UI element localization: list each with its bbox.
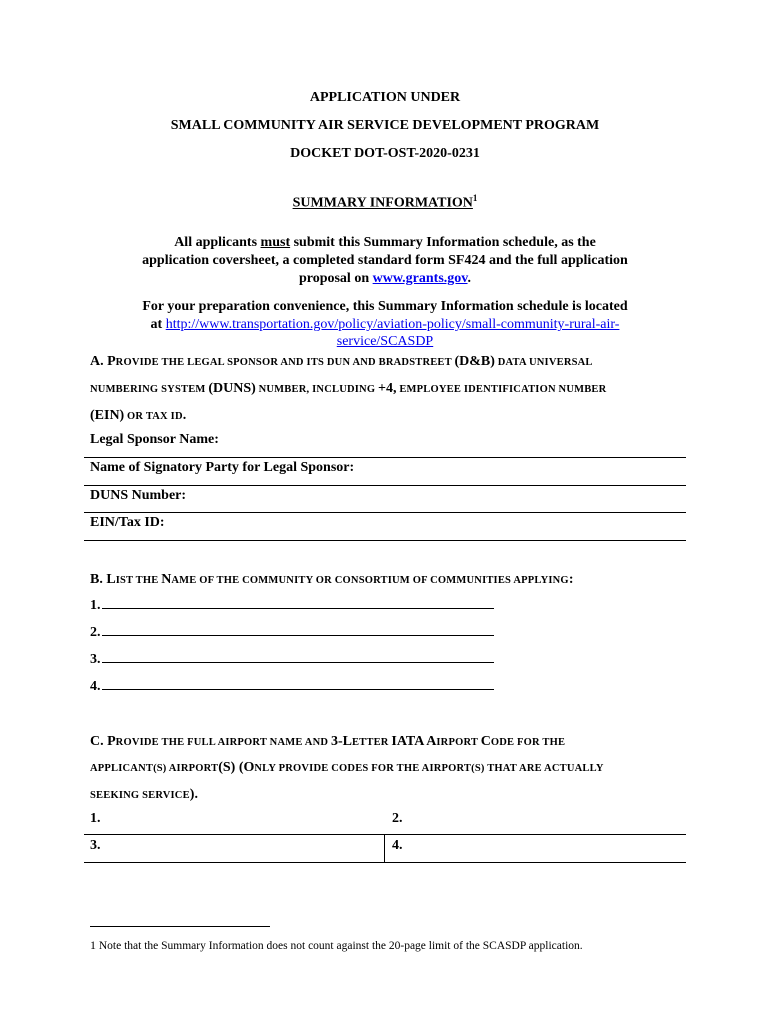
- sc-text: NUMBER, INCLUDING: [255, 384, 379, 395]
- sc-cap: IATA A: [391, 734, 437, 749]
- sc-cap: (DUNS): [208, 381, 256, 396]
- sc-text: AIRPORT: [166, 763, 219, 774]
- section-b-heading: [90, 570, 573, 588]
- grants-gov-link[interactable]: www.grants.gov: [372, 271, 468, 286]
- community-item-2: [90, 623, 494, 641]
- sc-text: DATA UNIVERSAL: [494, 357, 593, 368]
- header-line-1: APPLICATION UNDER: [309, 90, 461, 105]
- footnote-text: Note that the Summary Information does not count against the 20-page limit of the SCASDP application.: [96, 940, 583, 952]
- sc-text: EMPLOYEE IDENTIFICATION NUMBER: [396, 384, 607, 395]
- community-blank-1[interactable]: [102, 596, 494, 609]
- community-blank-2[interactable]: [102, 623, 494, 636]
- section-a-heading-line3: [90, 406, 186, 424]
- sc-text: IST THE: [115, 575, 162, 586]
- intro-p2-line1: For your preparation convenience, this Summary Information schedule is located: [142, 299, 628, 314]
- sc-text: NUMBERING SYSTEM: [90, 384, 209, 395]
- must-emphasis: must: [260, 235, 291, 250]
- footnote: [90, 938, 583, 953]
- sc-cap: B. L: [90, 572, 116, 587]
- sc-text: ROVIDE THE FULL AIRPORT NAME AND: [115, 737, 331, 748]
- sc-cap: ).: [189, 787, 198, 802]
- table-divider: [84, 862, 686, 863]
- intro-p1-line2: application coversheet, a completed standard form SF424 and the full application: [142, 253, 628, 268]
- sc-text: THAT ARE ACTUALLY: [484, 763, 604, 774]
- airport-cell-2[interactable]: 2.: [392, 811, 403, 826]
- community-blank-4[interactable]: [102, 677, 494, 690]
- section-c-heading-line2: [90, 758, 604, 776]
- item-number: 3.: [90, 652, 101, 667]
- airport-cell-1[interactable]: 1.: [90, 811, 101, 826]
- section-a-heading-line2: [90, 379, 606, 397]
- intro-text: All applicants: [174, 235, 261, 250]
- item-number: 4.: [90, 679, 101, 694]
- sc-cap: C. P: [90, 734, 116, 749]
- sc-cap: (EIN): [90, 408, 125, 423]
- summary-title: [0, 190, 770, 212]
- community-blank-3[interactable]: [102, 650, 494, 663]
- sc-cap: +4,: [378, 381, 397, 396]
- sc-cap: .: [182, 408, 187, 423]
- footnote-separator: [90, 926, 270, 927]
- section-a-heading-line1: [90, 352, 593, 370]
- signatory-party-label: Name of Signatory Party for Legal Sponsor:: [90, 460, 355, 475]
- footnote-number: 1: [90, 938, 96, 952]
- sc-text: NLY PROVIDE CODES FOR THE AIRPORT: [254, 763, 472, 774]
- transportation-gov-link[interactable]: http://www.transportation.gov/policy/aviation-policy/small-community-rural-air-: [165, 317, 620, 332]
- airport-cell-4[interactable]: 4.: [392, 838, 403, 853]
- sc-cap: 3-L: [330, 734, 352, 749]
- table-column-divider: [384, 834, 385, 862]
- airport-cell-3[interactable]: 3.: [90, 838, 101, 853]
- field-divider: [84, 485, 686, 486]
- legal-sponsor-name-label: Legal Sponsor Name:: [90, 432, 219, 447]
- sc-cap: (S) (O: [218, 760, 255, 775]
- section-c-heading-line1: [90, 732, 565, 750]
- sc-cap: A. P: [90, 354, 116, 369]
- field-divider: [84, 540, 686, 541]
- intro-text: .: [467, 271, 472, 286]
- sc-text: AME OF THE COMMUNITY OR CONSORTIUM OF COMMUNITIES APPLYING: [171, 575, 569, 586]
- summary-title-text: SUMMARY INFORMATION: [292, 195, 473, 211]
- community-item-1: [90, 596, 494, 614]
- sc-text: IRPORT: [436, 737, 481, 748]
- ein-tax-id-label: EIN/Tax ID:: [90, 515, 165, 530]
- section-c-heading-line3: [90, 785, 198, 803]
- sc-text: ROVIDE THE LEGAL SPONSOR AND ITS DUN AND BRADSTREET: [115, 357, 455, 368]
- footnote-ref: 1: [472, 193, 478, 203]
- item-number: 1.: [90, 598, 101, 613]
- sc-text: ETTER: [351, 737, 392, 748]
- transportation-gov-link-cont[interactable]: service/SCASDP: [336, 334, 434, 349]
- sc-text: OR TAX ID: [124, 411, 183, 422]
- sc-text: (S): [153, 763, 167, 774]
- intro-p1-line3: [0, 270, 770, 287]
- sc-cap: N: [161, 572, 172, 587]
- intro-text: at: [150, 317, 166, 332]
- sc-cap: (D&B): [454, 354, 495, 369]
- intro-text: proposal on: [298, 271, 373, 286]
- table-divider: [84, 834, 686, 835]
- item-number: 2.: [90, 625, 101, 640]
- intro-text: submit this Summary Information schedule, as the: [290, 235, 596, 250]
- header-line-2: SMALL COMMUNITY AIR SERVICE DEVELOPMENT PROGRAM: [170, 118, 600, 133]
- sc-text: ODE FOR THE: [490, 737, 566, 748]
- community-item-3: [90, 650, 494, 668]
- field-divider: [84, 457, 686, 458]
- sc-text: SEEKING SERVICE: [90, 790, 190, 801]
- sc-text: (S): [471, 763, 485, 774]
- sc-cap: :: [568, 572, 574, 587]
- duns-number-label: DUNS Number:: [90, 488, 187, 503]
- field-divider: [84, 512, 686, 513]
- community-item-4: [90, 677, 494, 695]
- intro-p2-line2: [0, 316, 770, 333]
- sc-text: APPLICANT: [90, 763, 154, 774]
- intro-p2-line3: [0, 333, 770, 350]
- sc-cap: C: [480, 734, 491, 749]
- intro-p1-line1: [0, 234, 770, 251]
- header-docket: DOCKET DOT-OST-2020-0231: [290, 146, 480, 161]
